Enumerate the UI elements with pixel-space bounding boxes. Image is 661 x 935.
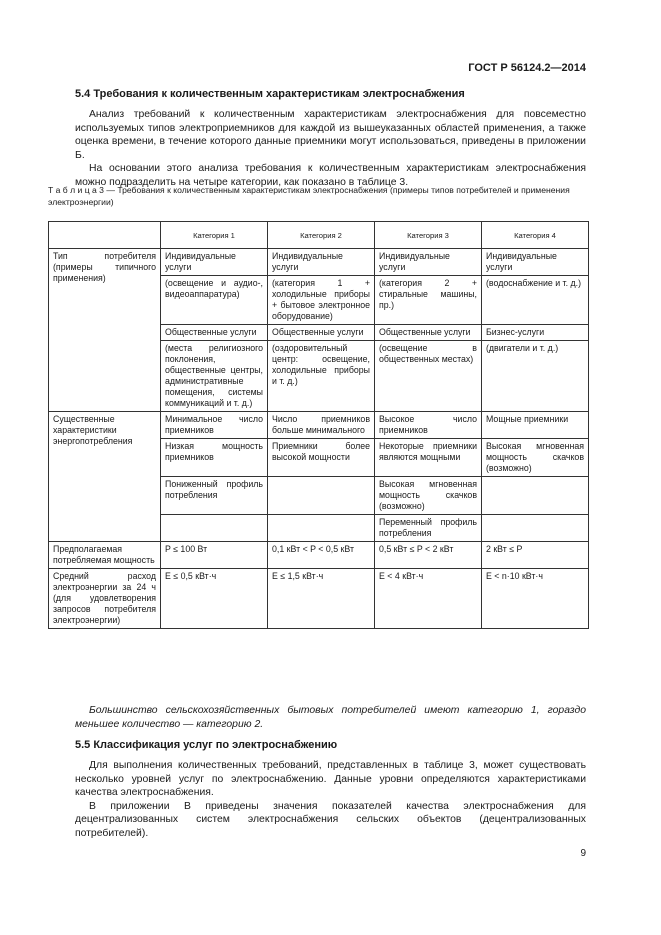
table-header-category-4: Категория 4 [482,222,589,249]
table-header-category-2: Категория 2 [268,222,375,249]
section-5-4-paragraph-1: Анализ требований к количественным характеристикам электроснабжения для повсеместно используемых типов электроприемников для каждой из вышеуказанных областей применения, а также оценка времени, в течение которого данные приемники могут использоваться, приведены в приложении Б. [75,109,586,161]
table-cell: 2 кВт ≤ P [482,542,589,569]
table-cell: Низкая мощность приемников [161,439,268,477]
section-5-5-paragraph-2: В приложении В приведены значения показателей качества электроснабжения для децентрализованных систем электроснабжения сельских объектов (децентрализованных потребителей). [75,800,586,839]
table-row [49,249,589,276]
requirements-table [48,221,589,629]
table-cell: Общественные услуги [161,325,268,341]
table-caption: Т а б л и ц а 3 — Требования к количественным характеристикам электроснабжения (примеры типов потребителей и применения электроэнергии) [48,185,570,207]
table-cell: 0,1 кВт < P < 0,5 кВт [268,542,375,569]
table-cell: P ≤ 100 Вт [161,542,268,569]
table-cell: Индивидуальные услуги [482,249,589,276]
table-cell [268,515,375,542]
table-cell: E < n·10 кВт·ч [482,569,589,629]
table-cell: 0,5 кВт ≤ P < 2 кВт [375,542,482,569]
section-5-5-title: 5.5 Классификация услуг по электроснабжению [75,739,338,751]
table-cell: Общественные услуги [268,325,375,341]
table-header-category-1: Категория 1 [161,222,268,249]
table-cell: (освещение в общественных местах) [375,341,482,412]
table-cell: (категория 2 + стиральные машины, пр.) [375,276,482,325]
section-5-4 [75,88,586,189]
table-header-empty [49,222,161,249]
table-cell: Пониженный профиль потребления [161,477,268,515]
table-header-row [49,222,589,249]
table-cell: (освещение и аудио-, видеоаппаратура) [161,276,268,325]
row-label-energy-consumption: Средний расход электроэнергии за 24 ч (для удовлетворения запросов потребителя электроэнергии) [49,569,161,629]
table-cell: Высокая мгновенная мощность скачков (возможно) [482,439,589,477]
table-cell: Некоторые приемники являются мощными [375,439,482,477]
table-cell: Приемники более высокой мощности [268,439,375,477]
row-label-consumer-type: Тип потребителя (примеры типичного применения) [49,249,161,412]
table-cell: E < 4 кВт·ч [375,569,482,629]
table-cell: (водоснабжение и т. д.) [482,276,589,325]
table-cell: Индивидуальные услуги [375,249,482,276]
row-label-consumption-features: Существенные характеристики энергопотребления [49,412,161,542]
section-5-5-paragraph-1: Для выполнения количественных требований, представленных в таблице 3, может существовать несколько уровней услуг по электроснабжению. Данные уровни определяются характеристиками качества электроснабжения. [75,760,586,798]
table-cell: (места религиозного поклонения, общественные центры, административные помещения, системы коммуникаций и т. д.) [161,341,268,412]
table-note: Большинство сельскохозяйственных бытовых потребителей имеют категорию 1, гораздо меньшее количество — категорию 2. [75,705,586,730]
table-row [49,412,589,439]
table-cell: Мощные приемники [482,412,589,439]
table-cell: Бизнес-услуги [482,325,589,341]
table-cell: Переменный профиль потребления [375,515,482,542]
section-5-4-title: 5.4 Требования к количественным характеристикам электроснабжения [75,88,465,100]
standard-number: ГОСТ Р 56124.2—2014 [468,62,586,74]
page-number: 9 [580,848,586,859]
table-cell: Число приемников больше минимального [268,412,375,439]
table-cell: (оздоровительный центр: освещение, холодильные приборы и т. д.) [268,341,375,412]
table-cell: Индивидуальные услуги [268,249,375,276]
table-row [49,569,589,629]
table-cell: Высокое число приемников [375,412,482,439]
table-header-category-3: Категория 3 [375,222,482,249]
table-cell [268,477,375,515]
table-row [49,542,589,569]
section-5-5 [75,739,586,840]
row-label-expected-power: Предполагаемая потребляемая мощность [49,542,161,569]
section-5-4-paragraph-2: На основании этого анализа требования к количественным характеристикам электроснабжения можно подразделить на четыре категории, как показано в таблице 3. [75,163,586,188]
table-cell [482,477,589,515]
table-cell: E ≤ 1,5 кВт·ч [268,569,375,629]
table-cell: E ≤ 0,5 кВт·ч [161,569,268,629]
table-cell [161,515,268,542]
table-cell: Общественные услуги [375,325,482,341]
table-cell [482,515,589,542]
table-cell: Минимальное число приемников [161,412,268,439]
table-cell: Индивидуальные услуги [161,249,268,276]
table-cell: (категория 1 + холодильные приборы + бытовое электронное оборудование) [268,276,375,325]
table-cell: Высокая мгновенная мощность скачков (возможно) [375,477,482,515]
table-cell: (двигатели и т. д.) [482,341,589,412]
